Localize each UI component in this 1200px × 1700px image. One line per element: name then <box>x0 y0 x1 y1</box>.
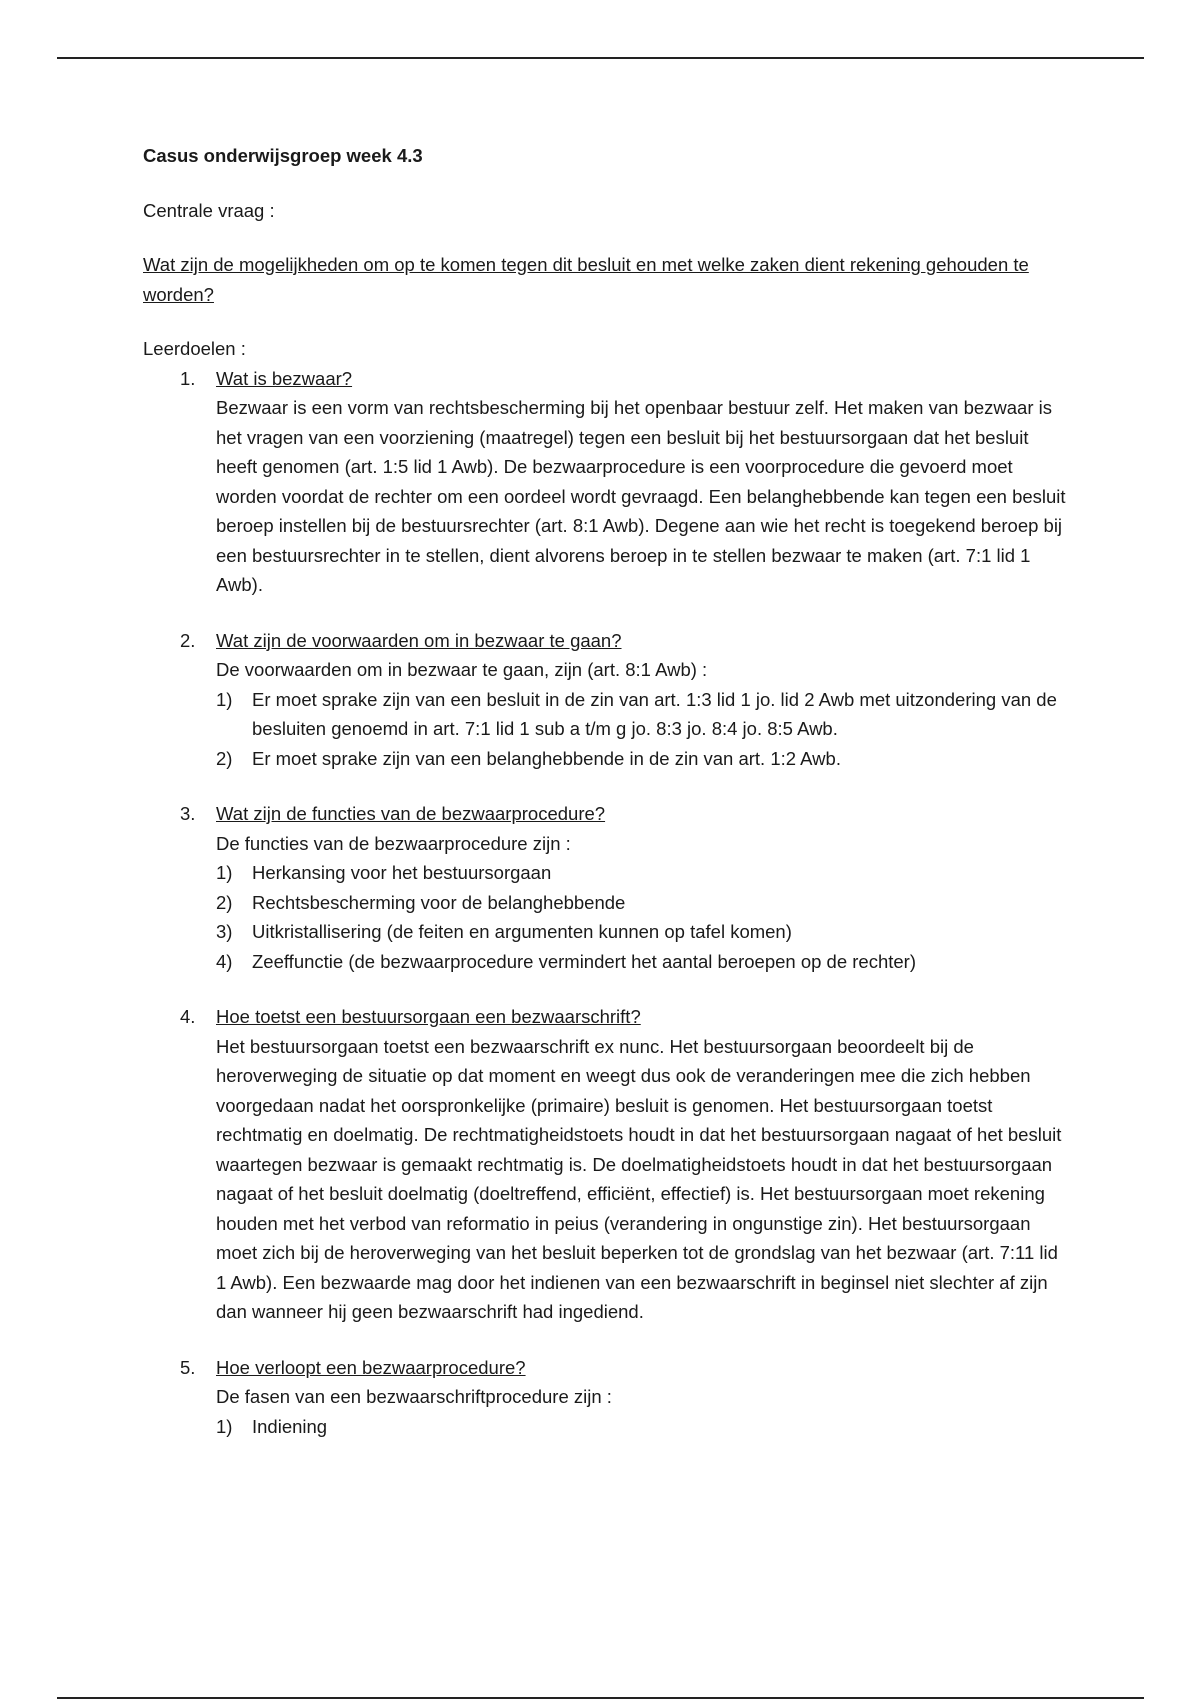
central-question-label: Centrale vraag : <box>143 199 275 221</box>
header-rule <box>57 57 1144 59</box>
learning-goal <box>143 1353 1073 1442</box>
sub-item-text: Herkansing voor het bestuursorgaan <box>252 862 552 883</box>
learning-goal-body: De voorwaarden om in bezwaar te gaan, zijn (art. 8:1 Awb) : <box>216 659 708 680</box>
learning-goal-body: Het bestuursorgaan toetst een bezwaarschrift ex nunc. Het bestuursorgaan beoordeelt bij de heroverweging de situatie op dat moment en weegt dus ook de veranderingen mee die zich hebben voorgedaan nadat het oorspronkelijke (primaire) besluit is genomen. Het bestuursorgaan toetst rechtmatig en doelmatig. De rechtmatigheidstoets houdt in dat het bestuursorgaan nagaat of het besluit waartegen bezwaar is gemaakt rechtmatig is. De doelmatigheidstoets houdt in dat het bestuursorgaan nagaat of het besluit doelmatig (doeltreffend, efficiënt, effectief) is. Het bestuursorgaan moet rekening houden met het verbod van reformatio in peius (verandering in ongunstige zin). Het bestuursorgaan moet zich bij de heroverweging van het besluit beperken tot de grondslag van het bezwaar (art. 7:11 lid 1 Awb). Een bezwaarde mag door het indienen van een bezwaarschrift in beginsel niet slechter af zijn dan wanneer hij geen bezwaarschrift had ingediend. <box>216 1035 1062 1322</box>
learning-goal-body: De fasen van een bezwaarschriftprocedure zijn : <box>216 1386 612 1407</box>
learning-goal-body: Bezwaar is een vorm van rechtsbescherming bij het openbaar bestuur zelf. Het maken van bezwaar is het vragen van een voorziening (maatregel) tegen een besluit bij het bestuursorgaan dat het besluit heeft genomen (art. 1:5 lid 1 Awb). De bezwaarprocedure is een voorprocedure die gevoerd moet worden voordat de rechter om een oordeel wordt gevraagd. Een belanghebbende kan tegen een besluit beroep instellen bij de bestuursrechter (art. 8:1 Awb). Degene aan wie het recht is toegekend beroep bij een bestuursrechter in te stellen, dient alvorens beroep in te stellen bezwaar te maken (art. 7:1 lid 1 Awb). <box>216 397 1066 595</box>
sub-item-number: 2) <box>216 747 233 769</box>
learning-goal-number: 2. <box>180 629 196 651</box>
sub-list <box>216 685 1073 774</box>
sub-item-number: 1) <box>216 862 233 883</box>
learning-goal <box>143 1002 1073 1327</box>
learning-goal <box>143 364 1073 600</box>
sub-item-number: 4) <box>216 950 233 972</box>
sub-item <box>216 685 1073 744</box>
footer-rule <box>57 1697 1144 1699</box>
learning-goal-number: 3. <box>180 803 196 824</box>
learning-goal-body: De functies van de bezwaarprocedure zijn : <box>216 832 571 854</box>
sub-item-number: 1) <box>216 1415 233 1437</box>
sub-item-number: 2) <box>216 891 233 913</box>
learning-goal-number: 5. <box>180 1356 196 1378</box>
document-title: Casus onderwijsgroep week 4.3 <box>143 145 423 166</box>
learning-goals-label: Leerdoelen : <box>143 338 246 359</box>
sub-item <box>216 1412 1073 1442</box>
learning-goal <box>143 799 1073 976</box>
sub-item-text: Indiening <box>252 1415 328 1437</box>
learning-goals-list <box>143 364 1073 1442</box>
sub-item-text: Er moet sprake zijn van een belanghebbende in de zin van art. 1:2 Awb. <box>252 747 841 769</box>
learning-goal-title: Hoe toetst een bestuursorgaan een bezwaarschrift? <box>216 1006 641 1027</box>
learning-goal <box>143 626 1073 774</box>
sub-list <box>216 858 1073 976</box>
central-question: Wat zijn de mogelijkheden om op te komen tegen dit besluit en met welke zaken dient rekening gehouden te worden? <box>143 254 1029 305</box>
learning-goal-title: Wat is bezwaar? <box>216 367 353 389</box>
learning-goal-number: 4. <box>180 1006 196 1027</box>
learning-goal-number: 1. <box>180 367 196 389</box>
learning-goal-title: Wat zijn de voorwaarden om in bezwaar te gaan? <box>216 629 622 651</box>
sub-item-text: Rechtsbescherming voor de belanghebbende <box>252 891 626 913</box>
sub-item <box>216 917 1073 947</box>
learning-goal-title: Hoe verloopt een bezwaarprocedure? <box>216 1356 526 1378</box>
document-body <box>143 141 1073 1467</box>
sub-item <box>216 744 1073 774</box>
learning-goal-title: Wat zijn de functies van de bezwaarprocedure? <box>216 803 606 824</box>
sub-list <box>216 1412 1073 1442</box>
sub-item <box>216 888 1073 918</box>
sub-item-text: Er moet sprake zijn van een besluit in de zin van art. 1:3 lid 1 jo. lid 2 Awb met uitzondering van de besluiten genoemd in art. 7:1 lid 1 sub a t/m g jo. 8:3 jo. 8:4 jo. 8:5 Awb. <box>252 688 1057 739</box>
sub-item <box>216 947 1073 977</box>
sub-item-text: Zeeffunctie (de bezwaarprocedure vermindert het aantal beroepen op de rechter) <box>252 950 917 972</box>
sub-item-number: 1) <box>216 688 233 710</box>
sub-item-text: Uitkristallisering (de feiten en argumenten kunnen op tafel komen) <box>252 921 792 942</box>
sub-item <box>216 858 1073 888</box>
sub-item-number: 3) <box>216 921 233 942</box>
